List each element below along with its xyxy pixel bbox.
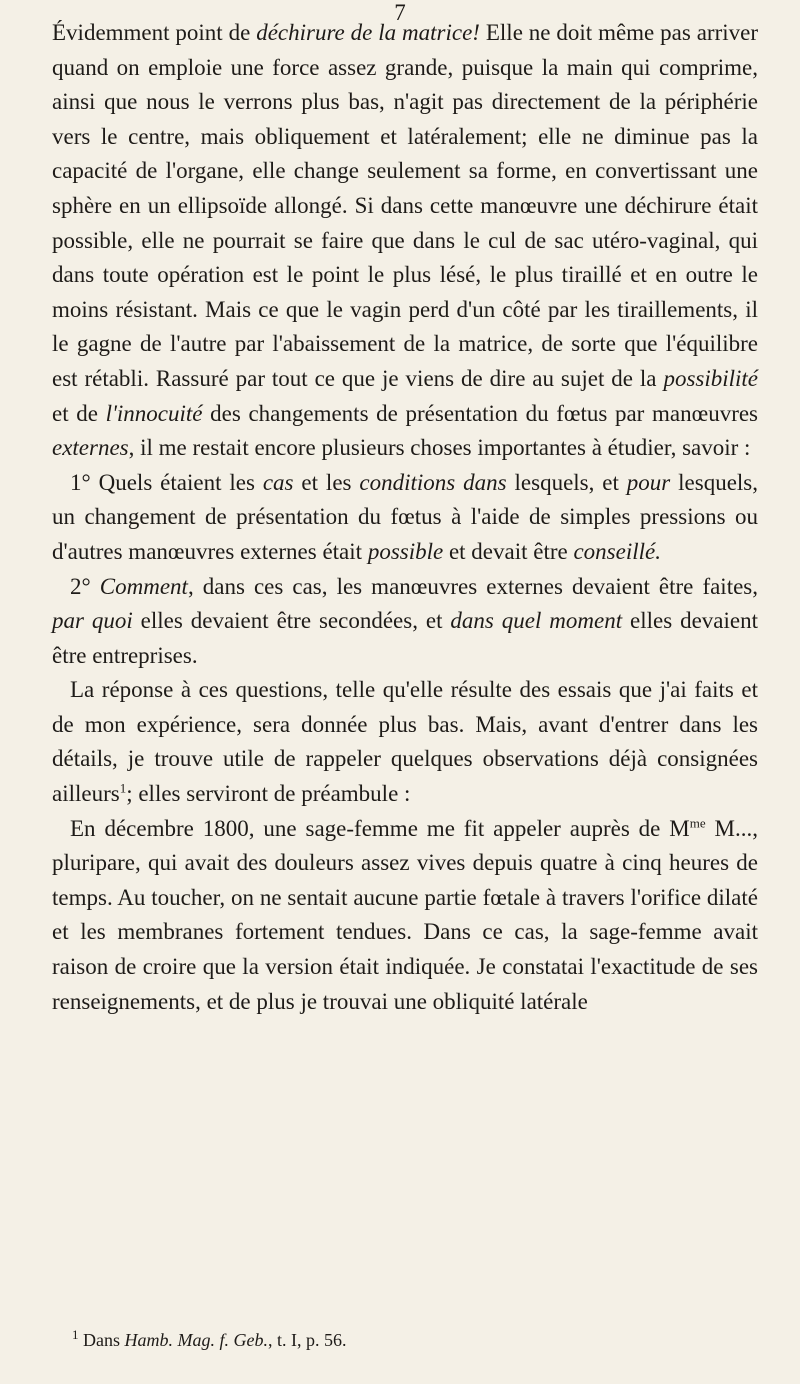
text-run: 2°	[70, 573, 100, 599]
text-run: elles devaient être entreprises.	[52, 608, 759, 668]
italic-text: déchirure de la matrice!	[256, 20, 480, 45]
paragraph	[52, 673, 758, 811]
paragraph	[52, 812, 758, 1020]
text-run: elles devaient être secondées, et	[132, 608, 451, 634]
page-number: 7	[394, 0, 406, 25]
text-run: La réponse à ces questions, telle qu'elle résulte des essais que j'ai faits et de mon expérience, sera donnée plus bas. Mais, avant d'entrer dans les détails, je trouve utile de rappeler quelques observations déjà consignées ailleurs	[52, 677, 758, 807]
paragraph	[52, 570, 758, 674]
italic-text: externes	[52, 435, 129, 461]
text-run: ; elles serviront de préambule :	[126, 781, 411, 807]
italic-text: cas	[262, 469, 294, 495]
text-run: , il me restait encore plusieurs choses importantes à étudier, savoir :	[128, 435, 751, 461]
italic-text: possible	[367, 538, 444, 564]
italic-text: conditions dans	[359, 469, 507, 495]
italic-text: dans quel moment	[450, 608, 623, 634]
italic-text: par quoi	[52, 608, 133, 634]
text-run: 1° Quels étaient les	[70, 469, 263, 495]
text-run: , dans ces cas, les manœuvres externes devaient être faites,	[187, 573, 758, 599]
footnote	[72, 1328, 762, 1352]
text-run: Dans	[78, 1330, 125, 1350]
text-run: , t. I, p. 56.	[267, 1330, 347, 1350]
superscript: me	[689, 815, 706, 830]
italic-text: l'innocuité	[105, 400, 203, 426]
text-run: et devait être	[443, 538, 574, 564]
text-run: Évidemment point de	[52, 20, 257, 45]
superscript: 1	[72, 1327, 79, 1342]
text-run: M..., pluripare, qui avait des douleurs assez vives depuis quatre à cinq heures de temps. Au toucher, on ne sentait aucune partie fœtale à travers l'orifice dilaté et les membranes fortement tendues. Dans ce cas, la sage-femme avait raison de croire que la version était indiquée. Je constatai l'exactitude de ses renseignements, et de plus je trouvai une obliquité latérale	[52, 815, 758, 1014]
italic-text: pour	[626, 469, 671, 495]
text-run: et de	[52, 400, 106, 426]
paragraph	[52, 466, 758, 570]
text-run: Elle ne doit même pas arriver quand on emploie une force assez grande, puisque la main qui comprime, ainsi que nous le verrons plus bas, n'agit pas directement de la périphérie vers le centre, mais obliquement et latéralement; elle ne diminue pas la capacité de l'organe, elle change seulement sa forme, en convertissant une sphère en un ellipsoïde allongé. Si dans cette manœuvre une déchirure était possible, elle ne pourrait se faire que dans le cul de sac utéro-vaginal, qui dans toute opération est le point le plus lésé, le plus tiraillé et en outre le moins résistant. Mais ce que le vagin perd d'un côté par les tiraillements, il le gagne de l'autre par l'abaissement de la matrice, de sorte que l'équilibre est rétabli. Rassuré par tout ce que je viens de dire au sujet de la	[52, 20, 758, 391]
text-run: des changements de présentation du fœtus par manœuvres	[202, 400, 759, 426]
text-run: En décembre 1800, une sage-femme me fit appeler auprès de M	[70, 815, 690, 841]
text-run: lesquels, un changement de présentation du fœtus à l'aide de simples pressions ou d'autres manœuvres externes était	[52, 469, 759, 564]
italic-text: conseillé.	[573, 538, 661, 564]
paragraph	[52, 16, 758, 466]
italic-text: Hamb. Mag. f. Geb.	[124, 1330, 268, 1350]
superscript: 1	[119, 780, 127, 796]
body-text	[52, 16, 758, 1019]
text-run: lesquels, et	[506, 469, 627, 495]
text-run: et les	[293, 469, 360, 495]
italic-text: possibilité	[663, 365, 758, 391]
italic-text: Comment	[99, 573, 188, 599]
